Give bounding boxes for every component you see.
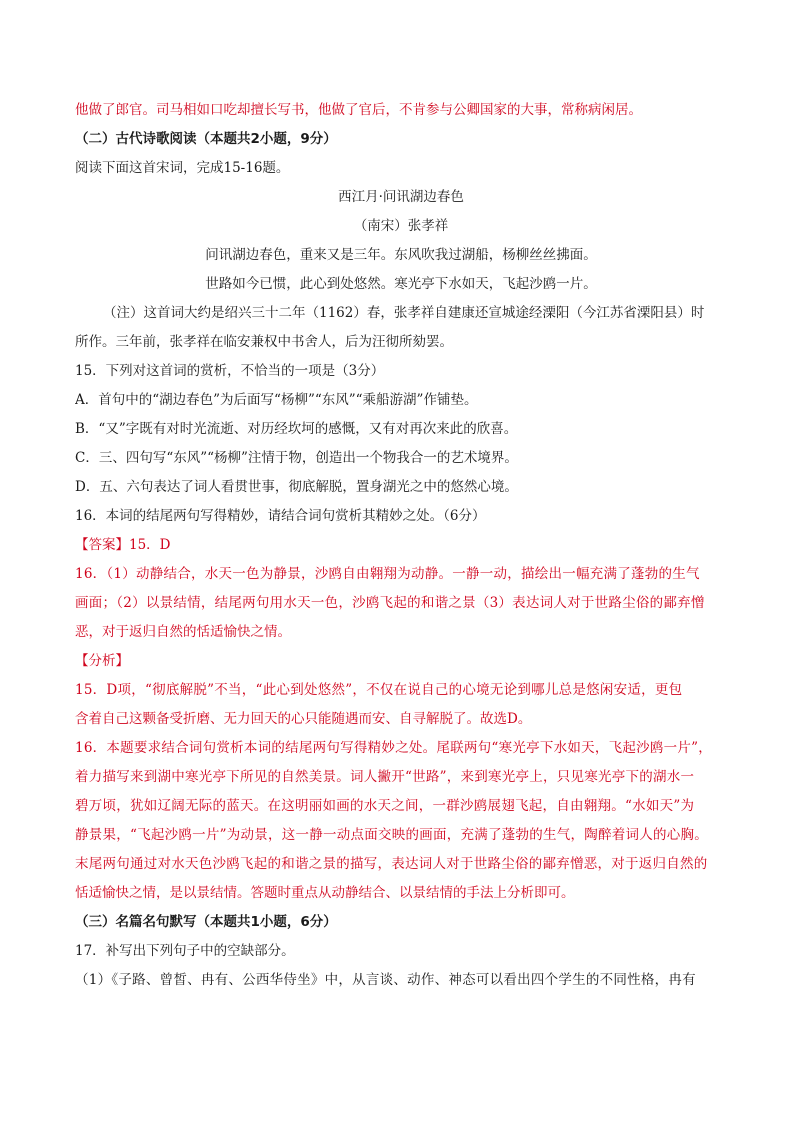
question-15-option-b: B．“又”字既有对时光流逝、对历经坎坷的感慨，又有对再次来此的欣喜。: [75, 421, 518, 437]
poem-line-1: 问讯湖边春色，重来又是三年。东风吹我过湖船，杨柳丝丝拂面。: [205, 247, 597, 263]
analysis-16-line-5: 末尾两句通过对水天色沙鸥飞起的和谐之景的描写，表达词人对于世路尘俗的鄙弃憎恶，对于返归自然的: [75, 856, 708, 872]
analysis-16-line-4: 静景果，“飞起沙鸥一片”为动景，这一静一动点面交映的画面，充满了蓬勃的生气，陶醉着词人的心胸。: [75, 827, 709, 843]
poem-title: 西江月·问讯湖边春色: [338, 189, 464, 205]
question-15-option-a: A．首句中的“湖边春色”为后面写“杨柳”“东风”“乘船游湖”作铺垫。: [75, 392, 478, 408]
poem-note-1: （注）这首词大约是绍兴三十二年（1162）春，张孝祥自建康还宣城途经溧阳（今江苏省溧阳县）时: [103, 305, 705, 321]
answer-16-line-3: 恶，对于返归自然的恬适愉快之情。: [75, 624, 291, 640]
poem-line-2: 世路如今已惯，此心到处悠然。寒光亭下水如天，飞起沙鸥一片。: [205, 276, 597, 292]
analysis-16-line-2: 着力描写来到湖中寒光亭下所见的自然美景。词人撇开“世路”，来到寒光亭上，只见寒光亭下的湖水一: [75, 769, 695, 785]
question-15-option-c: C．三、四句写“东风”“杨柳”注情于物，创造出一个物我合一的艺术境界。: [75, 450, 518, 466]
answer-16-line-1: 16．（1）动静结合，水天一色为静景，沙鸥自由翱翔为动静。一静一动，描绘出一幅充满了蓬勃的生气: [75, 566, 700, 582]
analysis-16-line-6: 恬适愉快之情，是以景结情。答题时重点从动静结合、以景结情的手法上分析即可。: [75, 885, 575, 901]
analysis-15-line-2: 含着自己这颗备受折磨、无力回天的心只能随遇而安、自寻解脱了。故选D。: [75, 711, 532, 727]
question-16-stem: 16．本词的结尾两句写得精妙，请结合词句赏析其精妙之处。（6分）: [75, 508, 486, 524]
poem-note-2: 所作。三年前，张孝祥在临安兼权中书舍人，后为汪彻所劾罢。: [75, 334, 453, 350]
section-heading-dictation: （三）名篇名句默写（本题共1小题，6分）: [75, 914, 337, 930]
answer-16-line-2: 画面；（2）以景结情，结尾两句用水天一色，沙鸥飞起的和谐之景（3）表达词人对于世路尘俗的鄙弃憎: [75, 595, 705, 611]
answer-line: 【答案】15．D: [75, 537, 171, 553]
poem-intro: 阅读下面这首宋词，完成15-16题。: [75, 160, 290, 176]
question-15-stem: 15．下列对这首词的赏析，不恰当的一项是（3分）: [75, 363, 385, 379]
section-heading-poetry: （二）古代诗歌阅读（本题共2小题，9分）: [75, 131, 337, 147]
question-17-part-1: （1）《子路、曾皙、冉有、公西华侍坐》中，从言谈、动作、神态可以看出四个学生的不同性格，冉有: [75, 972, 696, 988]
analysis-label: 【分析】: [75, 653, 129, 669]
poem-author: （南宋）张孝祥: [353, 218, 449, 234]
analysis-16-line-1: 16．本题要求结合词句赏析本词的结尾两句写得精妙之处。尾联两句“寒光亭下水如天，飞起沙鸥一片”，: [75, 740, 712, 756]
analysis-15-line-1: 15．D项，“彻底解脱”不当，“此心到处悠然”，不仅在说自己的心境无论到哪儿总是悠闲安适，更包: [75, 682, 683, 698]
analysis-16-line-3: 碧万顷，犹如辽阔无际的蓝天。在这明丽如画的水天之间，一群沙鸥展翅飞起，自由翱翔。“水如天”为: [75, 798, 695, 814]
question-15-option-d: D．五、六句表达了词人看贯世事，彻底解脱，置身湖光之中的悠然心境。: [75, 479, 518, 495]
previous-translation-tail: 他做了郎官。司马相如口吃却擅长写书，他做了官后，不肯参与公卿国家的大事，常称病闲居。: [75, 102, 642, 118]
question-17-stem: 17．补写出下列句子中的空缺部分。: [75, 943, 295, 959]
